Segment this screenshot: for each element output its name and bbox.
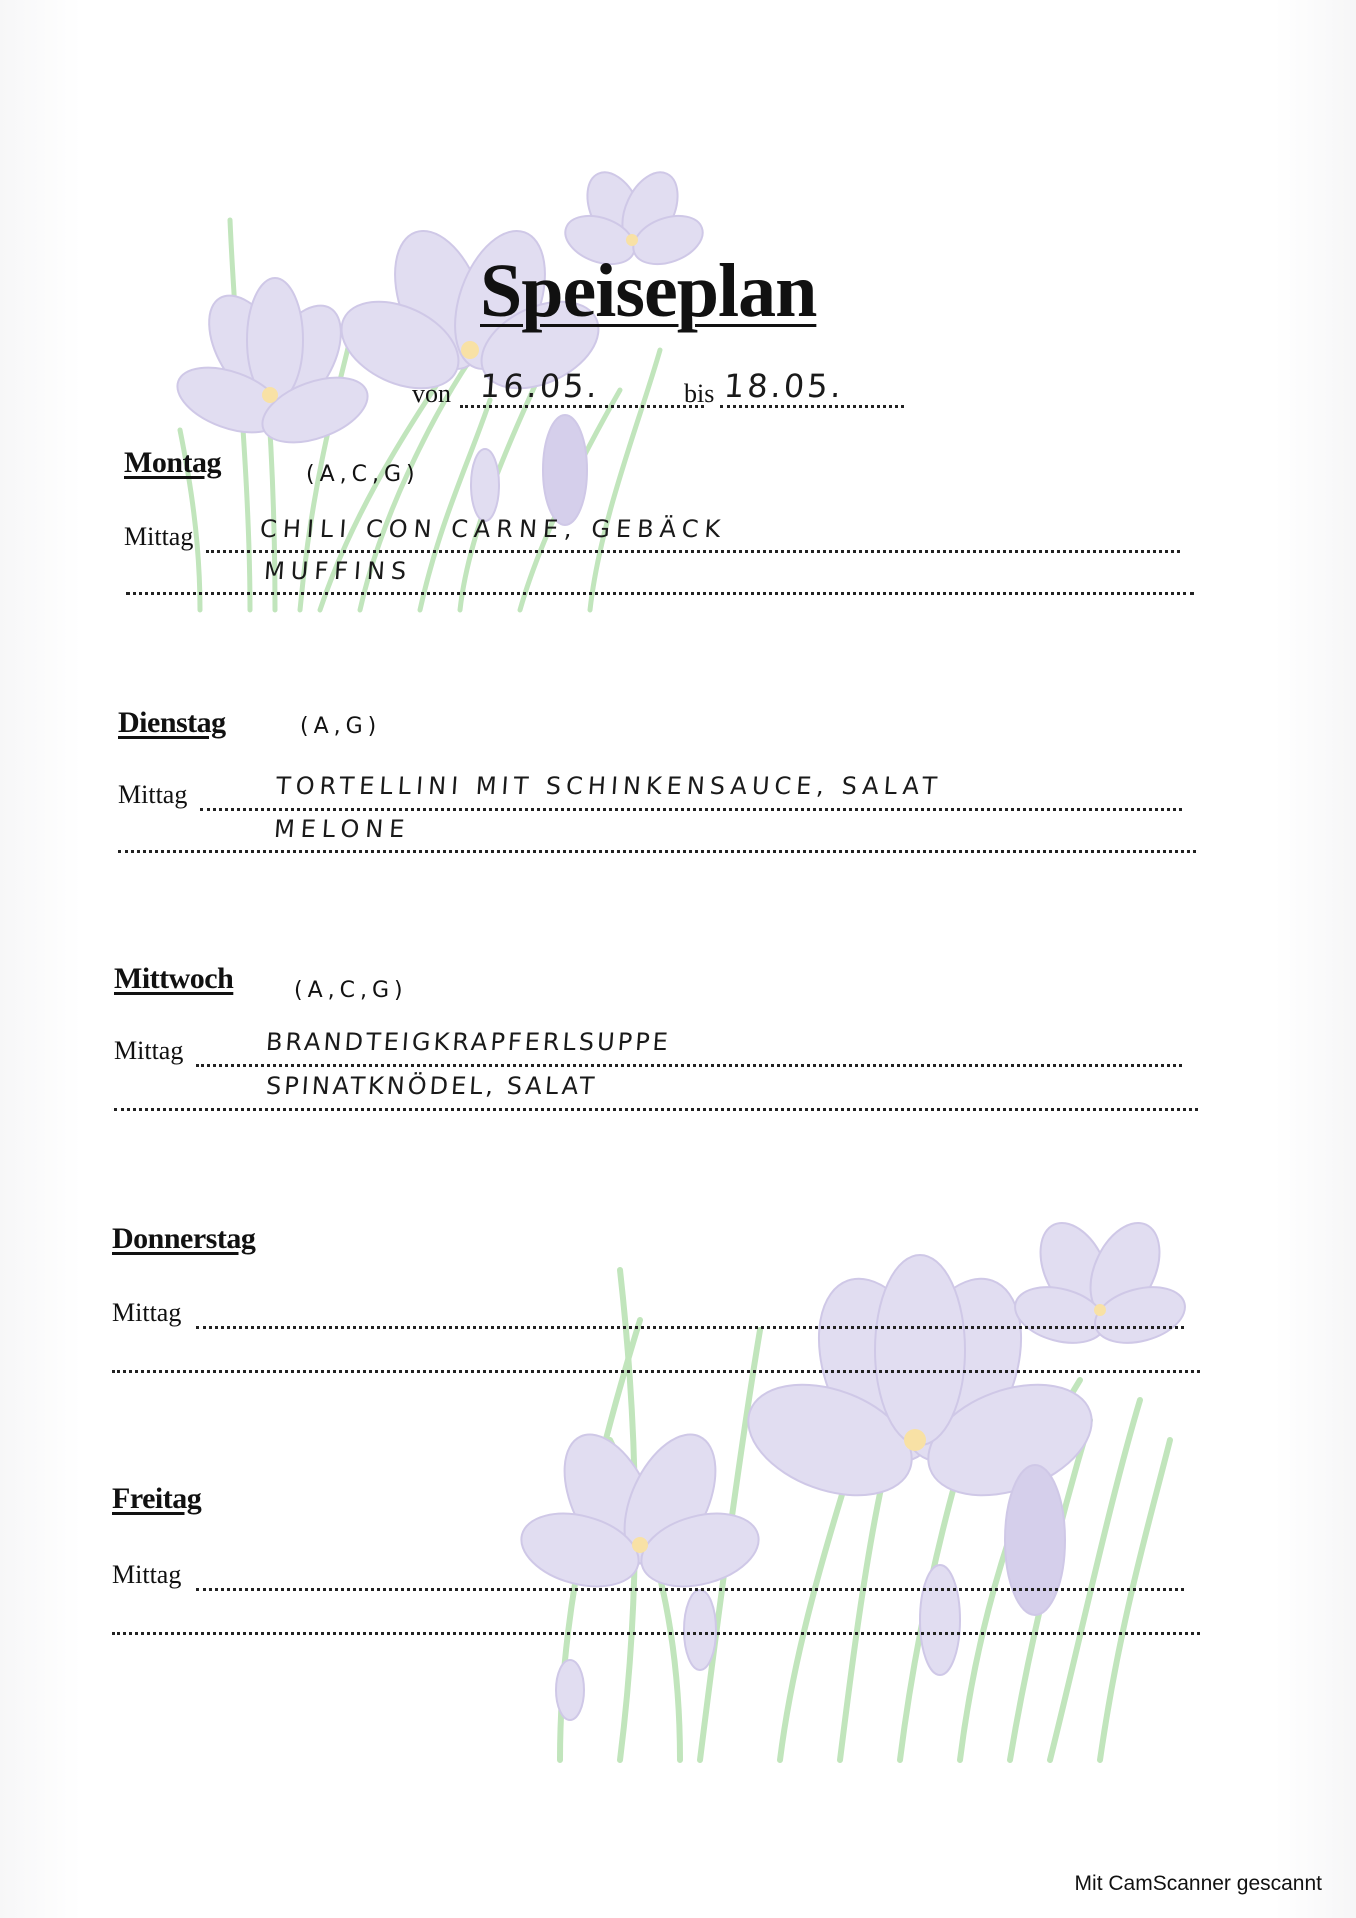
day-heading-montag: Montag	[124, 446, 221, 479]
date-from-value: 16.05.	[478, 367, 602, 405]
meal-label-dienstag: Mittag	[118, 780, 188, 809]
date-from-label: von	[412, 379, 451, 408]
meal-line-1-montag	[206, 550, 1180, 553]
date-range	[412, 367, 912, 415]
day-heading-mittwoch: Mittwoch	[114, 962, 234, 995]
day-heading-donnerstag: Donnerstag	[112, 1222, 256, 1255]
meal-text-1-montag: CHILI CON CARNE, GEBÄCK	[259, 515, 728, 543]
meal-text-1-dienstag: TORTELLINI MIT SCHINKENSAUCE, SALAT	[275, 772, 943, 800]
meal-text-2-mittwoch: SPINATKNÖDEL, SALAT	[265, 1072, 599, 1100]
allergens-dienstag: (A,G)	[300, 714, 382, 739]
allergens-montag: (A,C,G)	[306, 462, 420, 487]
meal-text-2-dienstag: MELONE	[273, 815, 412, 843]
meal-line-2-montag	[126, 592, 1194, 595]
meal-line-2-dienstag	[118, 850, 1196, 853]
allergens-mittwoch: (A,C,G)	[294, 978, 408, 1003]
meal-label-donnerstag: Mittag	[112, 1298, 182, 1327]
meal-line-2-mittwoch	[114, 1108, 1198, 1111]
scanner-watermark: Mit CamScanner gescannt	[1074, 1872, 1322, 1895]
meal-label-montag: Mittag	[124, 522, 194, 551]
meal-line-1-dienstag	[200, 808, 1182, 811]
page-title: Speiseplan	[480, 249, 817, 333]
meal-line-2-freitag	[112, 1632, 1200, 1635]
date-to-line	[720, 405, 904, 408]
meal-label-freitag: Mittag	[112, 1560, 182, 1589]
meal-text-2-montag: MUFFINS	[263, 557, 414, 585]
date-from-line	[460, 405, 588, 408]
day-heading-dienstag: Dienstag	[118, 706, 226, 739]
meal-text-1-mittwoch: BRANDTEIGKRAPFERLSUPPE	[265, 1028, 672, 1056]
meal-line-1-donnerstag	[196, 1326, 1184, 1329]
meal-line-1-freitag	[196, 1588, 1184, 1591]
meal-line-1-mittwoch	[196, 1064, 1182, 1067]
meal-line-2-donnerstag	[112, 1370, 1200, 1373]
meal-label-mittwoch: Mittag	[114, 1036, 184, 1065]
date-to-label: bis	[684, 379, 715, 408]
day-heading-freitag: Freitag	[112, 1482, 202, 1515]
date-to-value: 18.05.	[722, 367, 846, 405]
